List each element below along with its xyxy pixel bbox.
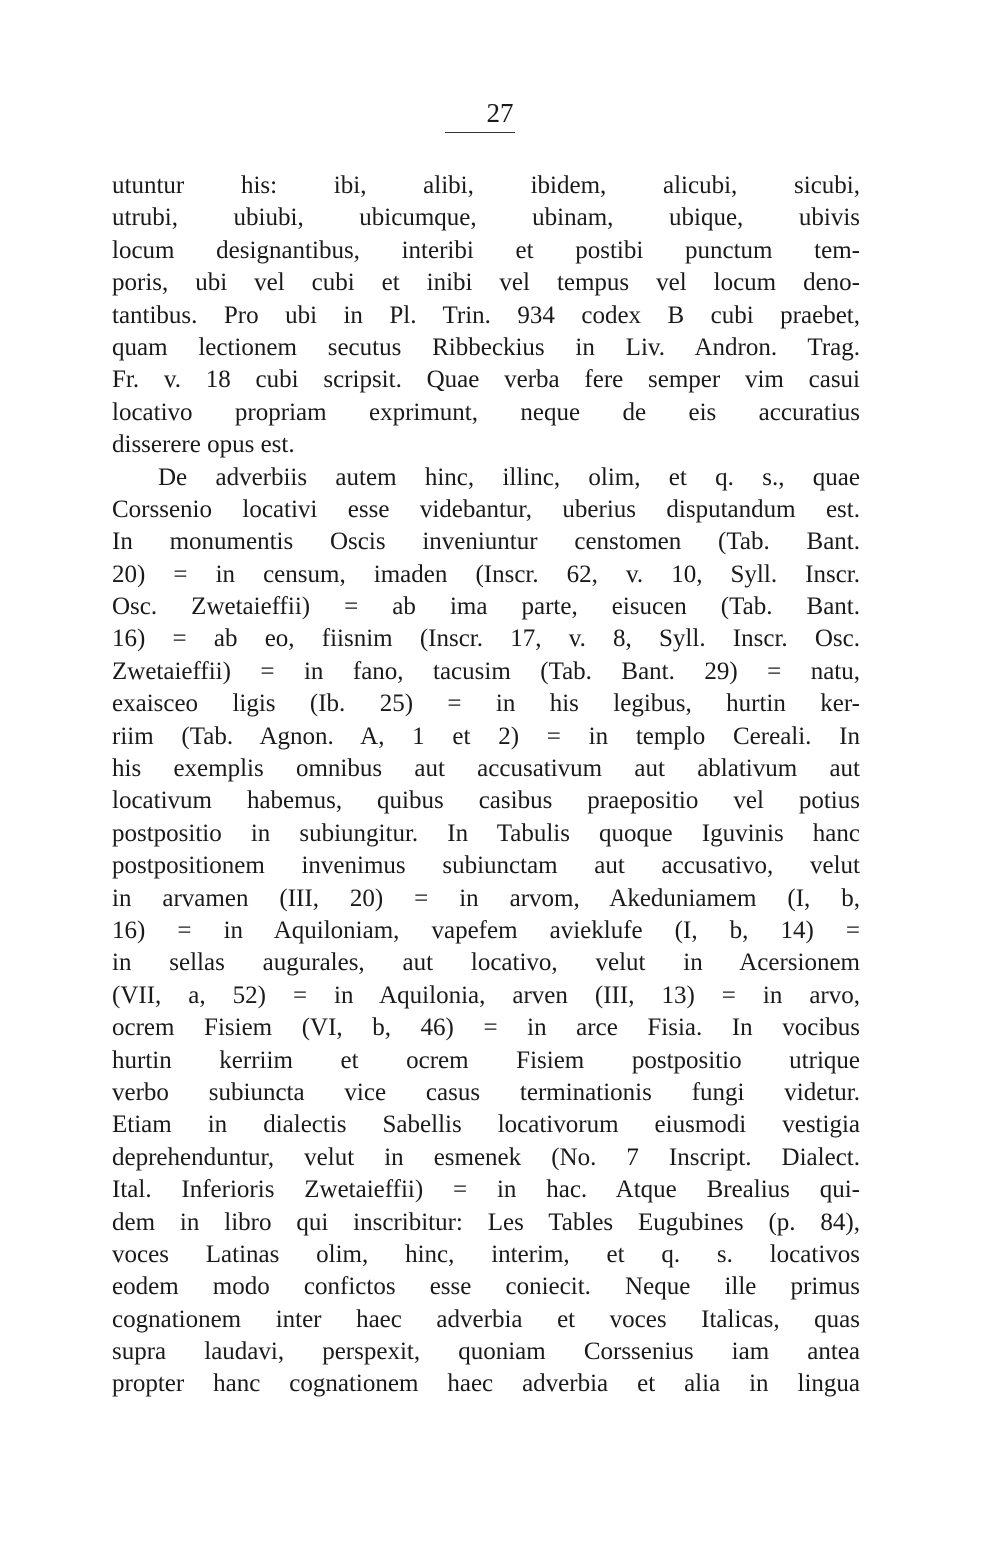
text-line: Osc. Zwetaieffii) = ab ima parte, eisucen (Tab. Bant. (112, 593, 860, 621)
text-line: Fr. v. 18 cubi scripsit. Quae verba fere semper vim casui (112, 366, 860, 394)
text-line: De adverbiis autem hinc, illinc, olim, et q. s., quae (158, 463, 860, 491)
text-line: postpositionem invenimus subiunctam aut accusativo, velut (112, 852, 860, 880)
text-line: Ital. Inferioris Zwetaieffii) = in hac. Atque Brealius qui- (112, 1176, 860, 1204)
text-line: utuntur his: ibi, alibi, ibidem, alicubi, sicubi, (112, 172, 860, 199)
text-line: dem in libro qui inscribitur: Les Tables Eugubines (p. 84), (112, 1208, 860, 1236)
text-line: voces Latinas olim, hinc, interim, et q. s. locativos (112, 1240, 860, 1268)
text-line: 20) = in censum, imaden (Inscr. 62, v. 10, Syll. Inscr. (112, 560, 860, 588)
text-line: propter hanc cognationem haec adverbia et alia in lingua (112, 1370, 860, 1398)
text-line: riim (Tab. Agnon. A, 1 et 2) = in templo Cereali. In (112, 722, 860, 750)
text-line: deprehenduntur, velut in esmenek (No. 7 Inscript. Dialect. (112, 1143, 860, 1171)
text-line: tantibus. Pro ubi in Pl. Trin. 934 codex B cubi praebet, (112, 301, 860, 329)
text-line: postpositio in subiungitur. In Tabulis quoque Iguvinis hanc (112, 819, 860, 847)
text-line: Zwetaieffii) = in fano, tacusim (Tab. Bant. 29) = natu, (112, 657, 860, 685)
text-line: 16) = ab eo, fiisnim (Inscr. 17, v. 8, Syll. Inscr. Osc. (112, 625, 860, 653)
text-line: cognationem inter haec adverbia et voces Italicas, quas (112, 1305, 860, 1333)
page-number: 27 (486, 98, 514, 128)
text-line: locum designantibus, interibi et postibi punctum tem- (112, 236, 860, 264)
text-line: supra laudavi, perspexit, quoniam Corssenius iam antea (112, 1338, 860, 1366)
text-line: disserere opus est. (112, 431, 295, 459)
text-line: Etiam in dialectis Sabellis locativorum eiusmodi vestigia (112, 1111, 860, 1139)
text-line: hurtin kerriim et ocrem Fisiem postpositio utrique (112, 1046, 860, 1074)
text-line: poris, ubi vel cubi et inibi vel tempus vel locum deno- (112, 269, 860, 297)
text-line: quam lectionem secutus Ribbeckius in Liv. Andron. Trag. (112, 333, 860, 361)
text-line: ocrem Fisiem (VI, b, 46) = in arce Fisia. In vocibus (112, 1014, 860, 1042)
text-line: utrubi, ubiubi, ubicumque, ubinam, ubique, ubivis (112, 204, 860, 232)
text-line: (VII, a, 52) = in Aquilonia, arven (III, 13) = in arvo, (112, 981, 860, 1009)
text-line: exaisceo ligis (Ib. 25) = in his legibus, hurtin ker- (112, 690, 860, 718)
text-line: locativum habemus, quibus casibus praepositio vel potius (112, 787, 860, 815)
text-line: verbo subiuncta vice casus terminationis fungi videtur. (112, 1078, 860, 1106)
text-line: his exemplis omnibus aut accusativum aut ablativum aut (112, 755, 860, 783)
page-body-text (112, 170, 860, 1401)
text-line: 16) = in Aquiloniam, vapefem avieklufe (I, b, 14) = (112, 916, 860, 944)
page-number-rule (445, 132, 515, 133)
text-line: locativo propriam exprimunt, neque de eis accuratius (112, 398, 860, 426)
text-line: in arvamen (III, 20) = in arvom, Akeduniamem (I, b, (112, 884, 860, 912)
text-line: Corssenio locativi esse videbantur, uberius disputandum est. (112, 495, 860, 523)
text-line: eodem modo confictos esse coniecit. Neque ille primus (112, 1273, 860, 1301)
text-line: In monumentis Oscis inveniuntur censtomen (Tab. Bant. (112, 528, 860, 556)
text-line: in sellas augurales, aut locativo, velut in Acersionem (112, 949, 860, 977)
